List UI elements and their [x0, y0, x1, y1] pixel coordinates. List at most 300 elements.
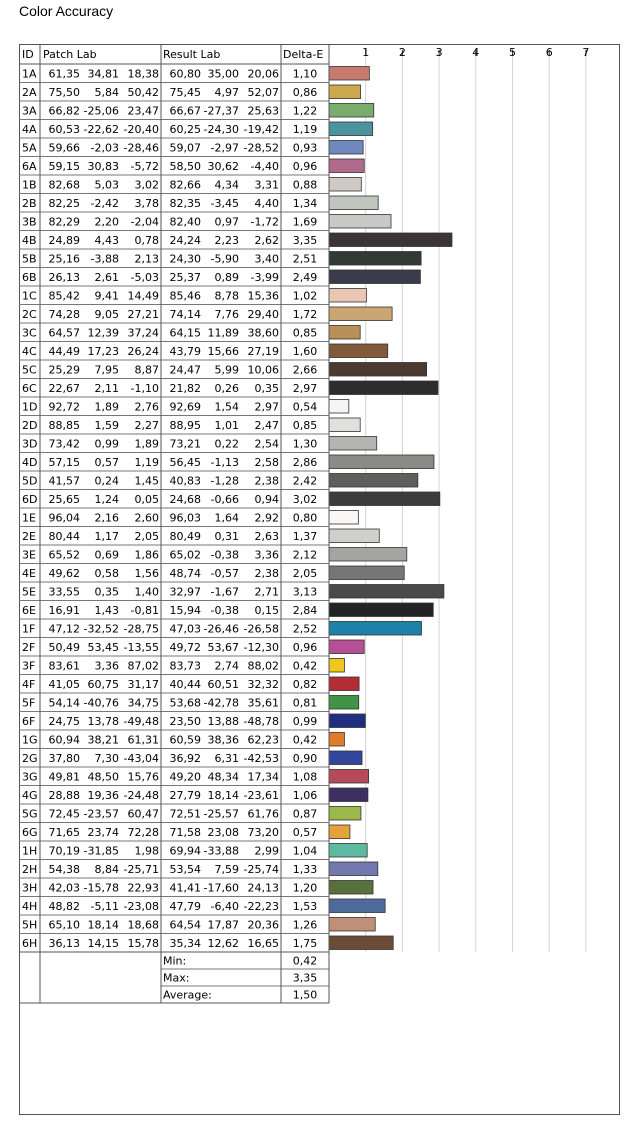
patch-b: 26,24 — [127, 345, 159, 358]
patch-l: 24,89 — [48, 234, 80, 247]
patch-l: 85,42 — [48, 289, 80, 303]
table-row — [19, 529, 379, 545]
delta-e-value: 1,06 — [292, 789, 318, 802]
delta-e-bar — [329, 196, 378, 210]
table-row — [19, 233, 452, 249]
patch-id: 1B — [22, 178, 37, 192]
result-b: 17,34 — [247, 770, 279, 784]
tick-label: 5 — [509, 46, 516, 59]
patch-l: 16,91 — [48, 604, 80, 617]
patch-a: 30,83 — [87, 160, 119, 173]
delta-e-bar — [329, 381, 438, 395]
result-b: -1,72 — [250, 215, 279, 229]
delta-e-value: 1,26 — [292, 918, 318, 932]
delta-e-value: 0,96 — [292, 641, 318, 654]
result-l: 69,94 — [169, 844, 201, 858]
patch-a: 5,03 — [94, 178, 119, 192]
result-a: -0,57 — [210, 567, 239, 580]
patch-b: -28,75 — [123, 622, 159, 636]
delta-e-bar — [329, 418, 360, 432]
result-a: 2,23 — [214, 234, 239, 247]
delta-e-value: 2,97 — [292, 382, 318, 395]
patch-id: 2F — [22, 641, 36, 654]
patch-a: 17,23 — [87, 345, 119, 358]
patch-a: 19,36 — [87, 789, 119, 802]
delta-e-value: 0,85 — [292, 419, 318, 432]
patch-b: 2,60 — [134, 511, 159, 525]
patch-l: 54,14 — [48, 696, 80, 710]
result-a: 30,62 — [207, 160, 239, 173]
patch-a: 2,11 — [94, 382, 119, 395]
result-l: 92,69 — [169, 400, 201, 414]
patch-a: 14,15 — [87, 937, 119, 950]
patch-a: 1,59 — [94, 419, 119, 432]
result-l: 15,94 — [169, 604, 201, 617]
patch-id: 2G — [22, 752, 38, 765]
delta-e-value: 0,93 — [292, 141, 318, 155]
patch-b: 0,78 — [134, 234, 159, 247]
patch-b: 34,75 — [127, 696, 159, 710]
result-a: -25,57 — [203, 807, 239, 821]
delta-e-value: 0,57 — [292, 826, 318, 839]
result-l: 60,25 — [169, 123, 201, 136]
patch-b: 18,68 — [127, 918, 159, 932]
patch-l: 61,35 — [48, 67, 80, 81]
patch-l: 22,67 — [48, 382, 80, 395]
table-row — [19, 936, 393, 952]
result-a: -0,38 — [210, 604, 239, 617]
delta-e-value: 1,20 — [292, 881, 318, 895]
patch-l: 48,82 — [48, 900, 80, 913]
patch-b: -2,04 — [130, 215, 159, 229]
patch-a: 2,20 — [94, 215, 119, 229]
patch-a: -40,76 — [83, 696, 119, 710]
patch-id: 3D — [22, 437, 38, 451]
patch-id: 1H — [22, 844, 38, 858]
patch-id: 2B — [22, 197, 37, 210]
result-l: 35,34 — [169, 937, 201, 950]
table-row — [19, 566, 404, 582]
table-row — [19, 696, 359, 712]
result-l: 64,54 — [169, 918, 201, 932]
patch-id: 2E — [22, 530, 36, 543]
delta-e-bar — [329, 899, 385, 913]
patch-l: 50,49 — [48, 641, 80, 654]
patch-id: 5F — [22, 696, 36, 710]
patch-b: 0,05 — [134, 493, 159, 506]
patch-b: 22,93 — [127, 881, 159, 895]
patch-l: 36,13 — [48, 937, 80, 950]
result-a: -17,60 — [203, 881, 239, 895]
result-a: 35,00 — [207, 67, 239, 81]
table-row — [19, 603, 433, 619]
result-l: 83,73 — [169, 659, 201, 673]
result-b: 61,76 — [247, 807, 279, 821]
delta-e-value: 1,30 — [292, 437, 318, 451]
patch-id: 3H — [22, 881, 38, 895]
patch-id: 3B — [22, 215, 37, 229]
patch-l: 60,94 — [48, 733, 80, 747]
patch-id: 1G — [22, 733, 38, 747]
patch-b: 1,89 — [134, 437, 159, 451]
delta-e-bar — [329, 677, 359, 691]
patch-l: 72,45 — [48, 807, 80, 821]
patch-a: 48,50 — [87, 770, 119, 784]
patch-b: -5,03 — [130, 271, 159, 284]
delta-e-bar — [329, 307, 392, 321]
result-b: 0,35 — [254, 382, 279, 395]
delta-e-value: 0,54 — [292, 400, 318, 414]
patch-id: 6C — [22, 382, 37, 395]
result-l: 71,58 — [169, 826, 201, 839]
table-row — [19, 159, 364, 175]
patch-id: 5E — [22, 585, 36, 599]
table-row — [19, 363, 427, 379]
summary-label: Max: — [163, 971, 190, 985]
result-b: 2,58 — [254, 456, 279, 469]
delta-e-value: 1,60 — [292, 345, 318, 358]
header-id: ID — [22, 48, 34, 61]
table-row — [19, 585, 444, 601]
result-a: 13,88 — [207, 715, 239, 728]
delta-e-value: 0,42 — [292, 659, 318, 673]
patch-l: 59,66 — [48, 141, 80, 155]
delta-e-bar — [329, 474, 418, 488]
patch-id: 4G — [22, 789, 38, 802]
result-a: 0,31 — [214, 530, 239, 543]
patch-id: 5H — [22, 918, 38, 932]
delta-e-bar — [329, 67, 369, 81]
result-l: 82,40 — [169, 215, 201, 229]
patch-a: 0,69 — [94, 548, 119, 562]
delta-e-bar — [329, 696, 359, 710]
result-a: 0,89 — [214, 271, 239, 284]
delta-e-value: 3,35 — [292, 234, 318, 247]
delta-e-value: 1,37 — [292, 530, 318, 543]
delta-e-bar — [329, 881, 373, 895]
result-l: 40,44 — [169, 678, 201, 691]
delta-e-value: 1,34 — [292, 197, 318, 210]
result-l: 24,24 — [169, 234, 201, 247]
result-l: 59,07 — [169, 141, 201, 155]
patch-id: 1A — [22, 67, 37, 81]
patch-a: 34,81 — [87, 67, 119, 81]
patch-b: 3,78 — [134, 197, 159, 210]
tick-label: 1 — [362, 46, 370, 59]
result-a: 11,89 — [207, 326, 239, 340]
patch-l: 47,12 — [48, 622, 80, 636]
delta-e-bar — [329, 455, 434, 469]
patch-a: 0,35 — [94, 585, 119, 599]
patch-a: 1,89 — [94, 400, 119, 414]
delta-e-value: 2,12 — [292, 548, 318, 562]
patch-l: 28,88 — [48, 789, 80, 802]
table-row — [19, 270, 420, 286]
result-b: 73,20 — [247, 826, 279, 839]
patch-b: -49,48 — [123, 715, 159, 728]
patch-b: 60,47 — [127, 807, 159, 821]
patch-id: 4B — [22, 234, 37, 247]
result-b: -48,78 — [243, 715, 279, 728]
delta-e-bar — [329, 566, 404, 580]
delta-e-bar — [329, 326, 360, 340]
patch-a: 9,41 — [94, 289, 119, 303]
table-row — [19, 714, 365, 730]
patch-a: 7,95 — [94, 363, 119, 377]
delta-e-value: 0,82 — [292, 678, 318, 691]
result-a: 6,31 — [214, 752, 239, 765]
delta-e-value: 3,13 — [292, 585, 318, 599]
patch-b: 2,27 — [134, 419, 159, 432]
result-a: 1,54 — [214, 400, 239, 414]
delta-e-bar — [329, 825, 350, 839]
patch-a: 5,84 — [94, 86, 119, 99]
result-a: -1,67 — [210, 585, 239, 599]
patch-a: 0,58 — [94, 567, 119, 580]
tick-label: 3 — [435, 46, 443, 59]
delta-e-value: 0,88 — [292, 178, 318, 192]
patch-b: 15,76 — [127, 770, 159, 784]
result-l: 66,67 — [169, 104, 201, 118]
patch-a: 12,39 — [87, 326, 119, 340]
result-a: 60,51 — [207, 678, 239, 691]
result-l: 43,79 — [169, 345, 201, 358]
patch-l: 41,05 — [48, 678, 80, 691]
delta-e-bar — [329, 344, 388, 358]
table-row — [19, 751, 362, 767]
delta-e-value: 2,52 — [292, 622, 318, 636]
patch-a: 1,17 — [94, 530, 119, 543]
result-l: 96,03 — [169, 511, 201, 525]
table-row — [19, 788, 368, 804]
patch-a: -22,62 — [83, 123, 119, 136]
result-l: 72,51 — [169, 807, 201, 821]
patch-a: 0,24 — [94, 474, 119, 488]
patch-b: 2,13 — [134, 252, 159, 266]
patch-l: 83,61 — [48, 659, 80, 673]
tick-label: 4 — [472, 46, 480, 59]
result-a: -26,46 — [203, 622, 239, 636]
patch-a: -23,57 — [83, 807, 119, 821]
result-b: -22,23 — [243, 900, 279, 913]
result-l: 36,92 — [169, 752, 201, 765]
patch-l: 66,82 — [48, 104, 80, 118]
patch-id: 3G — [22, 770, 38, 784]
patch-a: 1,24 — [94, 493, 119, 506]
result-a: 12,62 — [207, 937, 239, 950]
patch-a: 23,74 — [87, 826, 119, 839]
patch-id: 5C — [22, 363, 37, 377]
result-b: 24,13 — [247, 881, 279, 895]
result-l: 49,72 — [169, 641, 201, 654]
delta-e-bar — [329, 492, 440, 506]
delta-e-bar — [329, 936, 393, 950]
result-a: -0,66 — [210, 493, 239, 506]
patch-a: 0,99 — [94, 437, 119, 451]
tick-label: 6 — [545, 46, 553, 59]
patch-a: -2,42 — [90, 197, 119, 210]
delta-e-value: 1,72 — [292, 308, 318, 321]
result-l: 48,74 — [169, 567, 201, 580]
patch-l: 60,53 — [48, 123, 80, 136]
table-row — [19, 492, 440, 508]
table-row — [19, 326, 360, 342]
delta-e-value: 0,86 — [292, 86, 318, 99]
result-b: 0,15 — [254, 604, 279, 617]
result-b: 2,97 — [254, 400, 279, 414]
patch-id: 6A — [22, 160, 37, 173]
delta-e-value: 2,51 — [292, 252, 318, 266]
result-b: -23,61 — [243, 789, 279, 802]
result-l: 64,15 — [169, 326, 201, 340]
result-l: 32,97 — [169, 585, 201, 599]
summary-value: 1,50 — [292, 988, 318, 1002]
table-row — [19, 770, 369, 786]
patch-b: 1,45 — [134, 474, 159, 488]
patch-id: 1F — [22, 622, 36, 636]
patch-id: 4H — [22, 900, 38, 913]
result-b: 2,47 — [254, 419, 279, 432]
result-a: -2,97 — [210, 141, 239, 155]
delta-e-bar — [329, 85, 361, 99]
tick-label: 2 — [398, 46, 406, 59]
delta-e-value: 2,49 — [292, 271, 318, 284]
delta-e-value: 0,87 — [292, 807, 318, 821]
result-l: 40,83 — [169, 474, 201, 488]
table-row — [19, 418, 360, 434]
result-b: 2,38 — [254, 567, 279, 580]
page-title: Color Accuracy — [19, 3, 114, 19]
result-b: 88,02 — [247, 659, 279, 673]
delta-e-value: 0,96 — [292, 160, 318, 173]
delta-e-bar — [329, 363, 427, 377]
result-l: 58,50 — [169, 160, 201, 173]
patch-b: -25,71 — [123, 863, 159, 876]
delta-e-bar — [329, 104, 374, 118]
table-row — [19, 381, 438, 397]
patch-id: 3F — [22, 659, 36, 673]
result-a: 7,59 — [214, 863, 239, 876]
result-b: -28,52 — [243, 141, 279, 155]
table-row — [19, 511, 358, 527]
patch-b: 37,24 — [127, 326, 159, 340]
patch-a: 2,61 — [94, 271, 119, 284]
table-row — [19, 918, 375, 934]
delta-e-value: 2,86 — [292, 456, 318, 469]
patch-a: -2,03 — [90, 141, 119, 155]
patch-b: 1,98 — [134, 844, 159, 858]
result-b: 3,40 — [254, 252, 279, 266]
delta-e-value: 1,19 — [292, 123, 318, 136]
patch-a: 38,21 — [87, 733, 119, 747]
table-row — [19, 622, 421, 638]
result-l: 74,14 — [169, 308, 201, 321]
result-b: 2,99 — [254, 844, 279, 858]
patch-l: 82,29 — [48, 215, 80, 229]
delta-e-bar — [329, 788, 368, 802]
result-l: 47,03 — [169, 622, 201, 636]
patch-id: 3E — [22, 548, 36, 562]
patch-b: 87,02 — [127, 659, 159, 673]
result-b: 20,36 — [247, 918, 279, 932]
patch-l: 24,75 — [48, 715, 80, 728]
patch-b: 3,02 — [134, 178, 159, 192]
patch-id: 4F — [22, 678, 36, 691]
result-l: 88,95 — [169, 419, 201, 432]
delta-e-value: 2,84 — [292, 604, 318, 617]
patch-l: 25,29 — [48, 363, 80, 377]
result-l: 21,82 — [169, 382, 201, 395]
patch-l: 54,38 — [48, 863, 80, 876]
patch-l: 42,03 — [48, 881, 80, 895]
patch-id: 1D — [22, 400, 38, 414]
patch-b: 50,42 — [127, 86, 159, 99]
table-row — [19, 862, 378, 878]
patch-l: 71,65 — [48, 826, 80, 839]
patch-id: 4A — [22, 123, 37, 136]
result-a: 15,66 — [207, 345, 239, 358]
table-row — [19, 455, 434, 471]
delta-e-bar — [329, 233, 452, 247]
table-row — [19, 881, 373, 897]
patch-l: 49,81 — [48, 770, 80, 784]
result-l: 85,46 — [169, 289, 201, 303]
delta-e-bar — [329, 548, 407, 562]
result-a: -27,37 — [203, 104, 239, 118]
result-b: 27,19 — [247, 345, 279, 358]
delta-e-value: 3,02 — [292, 493, 318, 506]
delta-e-bar — [329, 270, 420, 284]
result-b: 4,40 — [254, 197, 279, 210]
result-b: 25,63 — [247, 104, 279, 118]
table-row — [19, 807, 361, 823]
result-b: -19,42 — [243, 123, 279, 136]
patch-b: 8,87 — [134, 363, 159, 377]
patch-b: -1,10 — [130, 382, 159, 395]
patch-a: 60,75 — [87, 678, 119, 691]
delta-e-value: 1,33 — [292, 863, 318, 876]
patch-b: 18,38 — [127, 67, 159, 81]
patch-l: 65,52 — [48, 548, 80, 562]
patch-l: 25,65 — [48, 493, 80, 506]
table-row — [19, 215, 391, 231]
patch-l: 82,25 — [48, 197, 80, 210]
table-row — [19, 67, 369, 83]
result-l: 49,20 — [169, 770, 201, 784]
patch-id: 6H — [22, 937, 38, 950]
result-b: 3,31 — [254, 178, 279, 192]
result-l: 56,45 — [169, 456, 201, 469]
delta-e-bar — [329, 289, 366, 303]
result-a: 17,87 — [207, 918, 239, 932]
delta-e-value: 1,69 — [292, 215, 318, 229]
result-a: 0,26 — [214, 382, 239, 395]
result-b: -3,99 — [250, 271, 279, 284]
delta-e-bar — [329, 659, 344, 673]
patch-b: -20,40 — [123, 123, 159, 136]
result-b: 38,60 — [247, 326, 279, 340]
delta-e-value: 0,99 — [292, 715, 318, 728]
summary-value: 3,35 — [292, 971, 318, 985]
result-a: -0,38 — [210, 548, 239, 562]
table-row — [19, 178, 361, 194]
patch-l: 26,13 — [48, 271, 80, 284]
delta-e-bar — [329, 178, 361, 192]
patch-b: 1,40 — [134, 585, 159, 599]
result-a: 2,74 — [214, 659, 239, 673]
result-l: 82,66 — [169, 178, 201, 192]
delta-e-bar — [329, 844, 367, 858]
